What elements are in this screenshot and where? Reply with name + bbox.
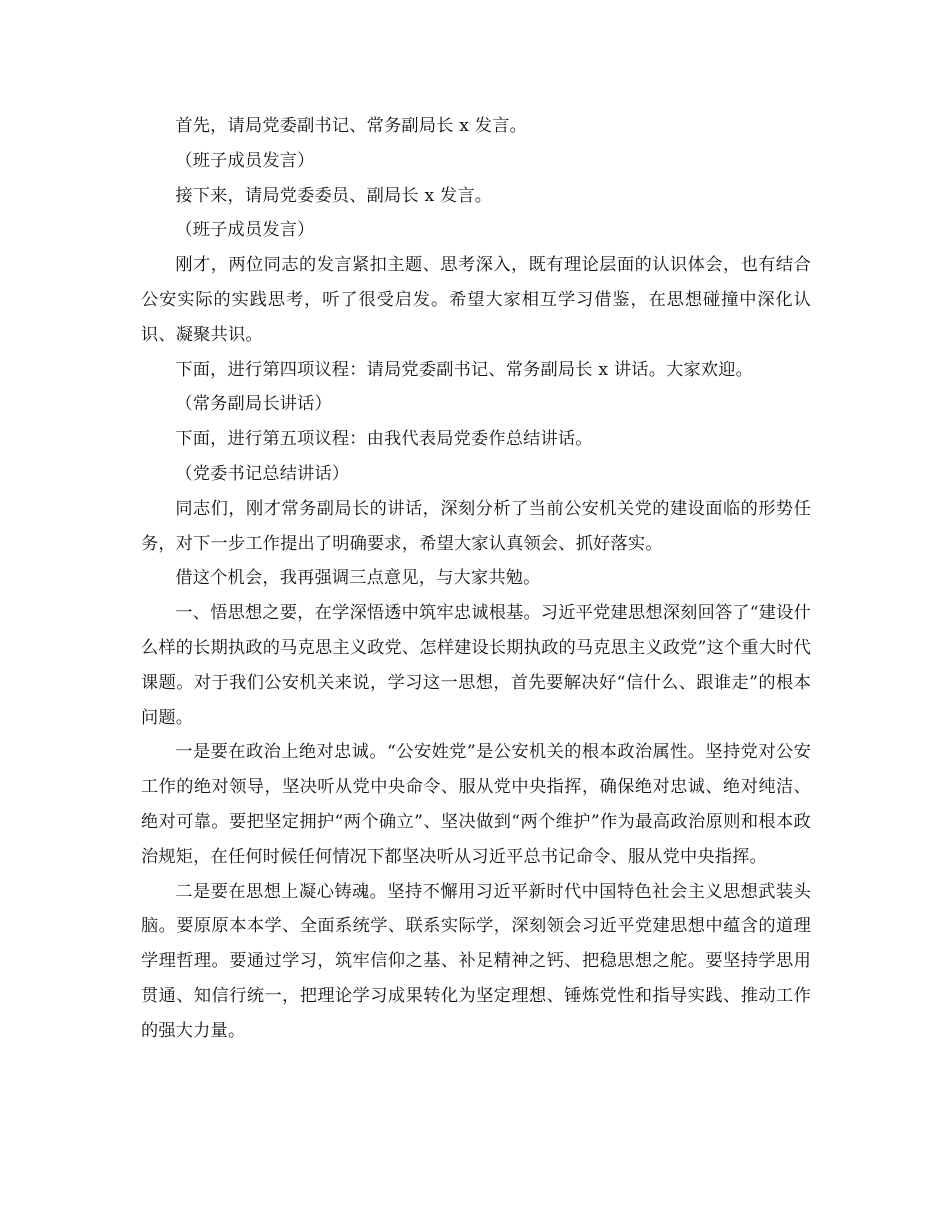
paragraph-three-points: 借这个机会，我再强调三点意见，与大家共勉。	[175, 568, 541, 589]
stage-direction: （常务副局长讲话）	[175, 394, 332, 415]
paragraph-summary: 同志们，刚才常务副局长的讲话，深刻分析了当前公安机关党的建设面临的形势任务，对下一步工作提出了明确要求，希望大家认真领会、抓好落实。	[141, 498, 811, 554]
paragraph-next-speaker: 接下来，请局党委委员、副局长 x 发言。	[175, 185, 493, 206]
paragraph-agenda-five: 下面，进行第五项议程：由我代表局党委作总结讲话。	[175, 429, 593, 450]
paragraph-comment: 刚才，两位同志的发言紧扣主题、思考深入，既有理论层面的认识体会，也有结合公安实际的实践思考，听了很受启发。希望大家相互学习借鉴，在思想碰撞中深化认识、凝聚共识。	[141, 255, 811, 345]
paragraph-point-one: 一、悟思想之要，在学深悟透中筑牢忠诚根基。习近平党建思想深刻回答了“建设什么样的长期执政的马克思主义政党、怎样建设长期执政的马克思主义政党”这个重大时代课题。对于我们公安机关来说，学习这一思想，首先要解决好“信什么、跟谁走”的根本问题。	[141, 603, 811, 728]
paragraph-loyalty: 一是要在政治上绝对忠诚。“公安姓党”是公安机关的根本政治属性。坚持党对公安工作的绝对领导，坚决听从党中央命令、服从党中央指挥，确保绝对忠诚、绝对纯洁、绝对可靠。要把坚定拥护“两个确立”、坚决做到“两个维护”作为最高政治原则和根本政治规矩，在任何时候任何情况下都坚决听从习近平总书记命令、服从党中央指挥。	[141, 742, 811, 867]
paragraph-agenda-four: 下面，进行第四项议程：请局党委副书记、常务副局长 x 讲话。大家欢迎。	[175, 359, 754, 380]
paragraph-thought: 二是要在思想上凝心铸魂。坚持不懈用习近平新时代中国特色社会主义思想武装头脑。要原原本本学、全面系统学、联系实际学，深刻领会习近平党建思想中蕴含的道理学理哲理。要通过学习，筑牢信仰之基、补足精神之钙、把稳思想之舵。要坚持学思用贯通、知信行统一，把理论学习成果转化为坚定理想、锤炼党性和指导实践、推动工作的强大力量。	[141, 881, 811, 1041]
document-body	[141, 109, 811, 1049]
paragraph-opening: 首先，请局党委副书记、常务副局长 x 发言。	[175, 116, 527, 136]
stage-direction: （班子成员发言）	[175, 150, 315, 171]
stage-direction: （党委书记总结讲话）	[175, 463, 350, 484]
stage-direction: （班子成员发言）	[175, 220, 315, 241]
